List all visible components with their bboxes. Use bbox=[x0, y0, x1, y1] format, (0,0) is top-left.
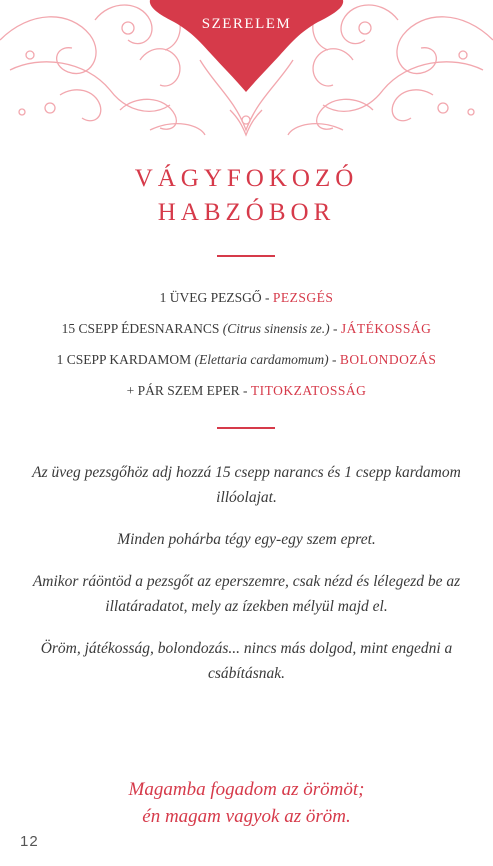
ingredient-amount: + PÁR SZEM EPER bbox=[126, 383, 240, 398]
ingredient-quality: BOLONDOZÁS bbox=[339, 352, 437, 367]
ingredient-list bbox=[0, 282, 493, 406]
affirmation-line-2: én magam vagyok az öröm. bbox=[142, 806, 351, 827]
recipe-title-line-1: VÁGYFOKOZÓ bbox=[134, 165, 359, 192]
ingredient-row bbox=[0, 313, 493, 344]
page-number: 12 bbox=[20, 833, 39, 850]
ingredient-row bbox=[0, 282, 493, 313]
ingredient-amount: 1 CSEPP KARDAMOM bbox=[56, 352, 192, 367]
ingredient-quality: PEZSGÉS bbox=[272, 290, 334, 305]
ingredient-quality: TITOKZATOSSÁG bbox=[250, 383, 367, 398]
ingredient-latin-name: (Elettaria cardamomum) bbox=[194, 352, 329, 367]
instruction-paragraph: Öröm, játékosság, bolondozás... nincs más dolgod, mint engedni a csábításnak. bbox=[40, 640, 453, 682]
instruction-paragraph: Amikor ráöntöd a pezsgőt az eperszemre, csak nézd és lélegezd be az illatáradatot, mely az ízekben mélyül majd el. bbox=[32, 573, 461, 615]
affirmation bbox=[0, 776, 493, 830]
ingredient-separator: - bbox=[329, 321, 341, 336]
recipe-title-line-2: HABZÓBOR bbox=[157, 199, 336, 226]
ingredient-amount: 1 ÜVEG PEZSGŐ bbox=[159, 290, 262, 305]
divider-bottom bbox=[217, 427, 275, 429]
ingredient-quality: JÁTÉKOSSÁG bbox=[340, 321, 432, 336]
instruction-paragraph: Az üveg pezsgőhöz adj hozzá 15 csepp narancs és 1 csepp kardamom illóolajat. bbox=[32, 464, 461, 506]
ingredient-separator: - bbox=[328, 352, 340, 367]
divider-top bbox=[217, 255, 275, 257]
instruction-paragraph: Minden pohárba tégy egy-egy szem epret. bbox=[117, 531, 376, 548]
ingredient-separator: - bbox=[239, 383, 251, 398]
recipe-title bbox=[0, 162, 493, 230]
affirmation-line-1: Magamba fogadom az örömöt; bbox=[128, 779, 365, 800]
chapter-tag-shape bbox=[150, 0, 343, 92]
instructions bbox=[30, 460, 463, 703]
ingredient-amount: 15 CSEPP ÉDESNARANCS bbox=[61, 321, 220, 336]
ingredient-separator: - bbox=[261, 290, 273, 305]
ingredient-row bbox=[0, 344, 493, 375]
ingredient-latin-name: (Citrus sinensis ze.) bbox=[222, 321, 330, 336]
ingredient-row bbox=[0, 375, 493, 406]
chapter-tag: SZERELEM bbox=[201, 16, 292, 32]
